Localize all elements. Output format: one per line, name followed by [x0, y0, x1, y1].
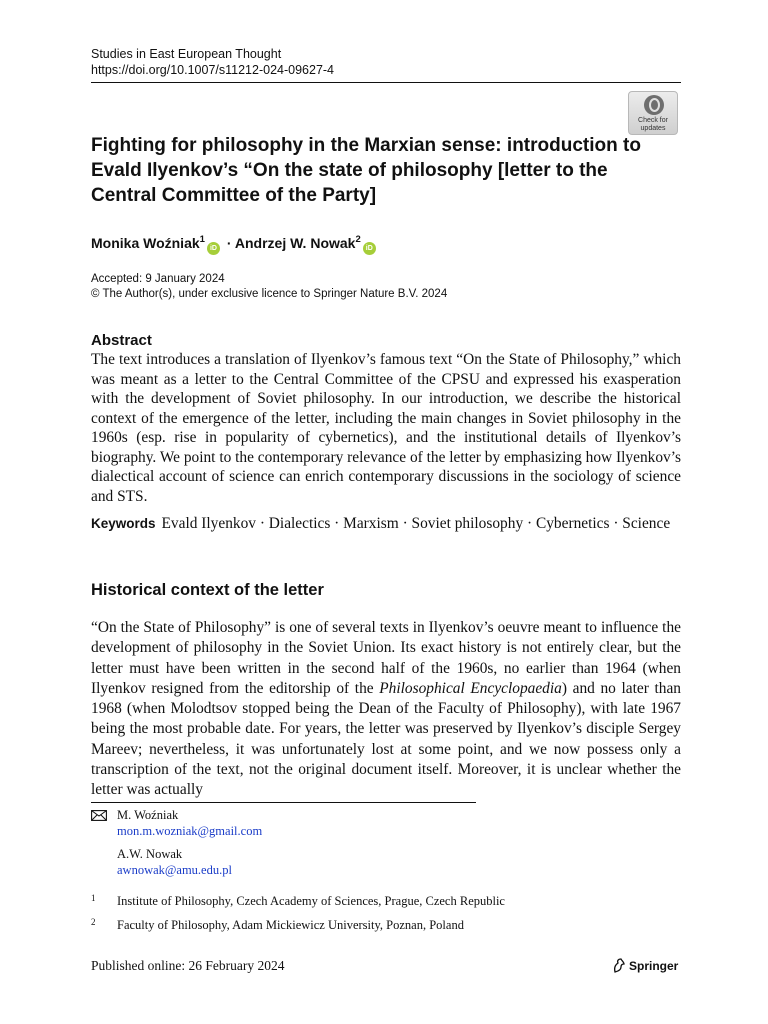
italic-title: Philosophical Encyclopaedia — [379, 679, 562, 697]
publisher-name: Springer — [629, 959, 679, 973]
accepted-date: Accepted: 9 January 2024 — [91, 273, 225, 285]
email-link[interactable]: mon.m.wozniak@gmail.com — [117, 824, 263, 838]
author-affiliation-mark: 2 — [355, 234, 361, 245]
paragraph-text-continued: ) and no later than 1968 (when Molodtsov stopped being the Dean of the Faculty of Philosophy), with late 1967 being the most probable date. For years, the letter was preserved by Ilyenkov’s disciple Sergey Mareev; nevertheless, it was unfortunately lost at some point, and we now possess only a transcription of the text, not the original document itself. Moreover, it is unclear whether the letter was actually — [91, 679, 681, 799]
abstract-heading: Abstract — [91, 332, 152, 349]
section-heading: Historical context of the letter — [91, 581, 324, 599]
badge-line-1: Check for — [638, 117, 668, 124]
keywords — [91, 514, 681, 534]
copyright-line: © The Author(s), under exclusive licence to Springer Nature B.V. 2024 — [91, 288, 448, 300]
email-link[interactable]: awnowak@amu.edu.pl — [117, 863, 232, 877]
author-list — [91, 230, 379, 255]
journal-doi[interactable]: https://doi.org/10.1007/s11212-024-09627-4 — [91, 63, 335, 77]
crossmark-icon — [644, 95, 664, 115]
affiliation-number: 2 — [91, 917, 96, 927]
affiliation-text: Faculty of Philosophy, Adam Mickiewicz University, Poznan, Poland — [117, 918, 464, 932]
published-online: Published online: 26 February 2024 — [91, 958, 285, 973]
correspondent-name: M. Woźniak — [117, 808, 179, 822]
affiliation-number: 1 — [91, 893, 96, 903]
journal-header — [91, 46, 334, 78]
keywords-label: Keywords — [91, 516, 156, 531]
envelope-icon — [91, 810, 107, 821]
journal-name: Studies in East European Thought — [91, 47, 282, 61]
affiliation-text: Institute of Philosophy, Czech Academy of Sciences, Prague, Czech Republic — [117, 894, 505, 908]
badge-line-2: updates — [640, 124, 666, 132]
author-affiliation-mark: 1 — [199, 234, 205, 245]
springer-horse-icon — [612, 958, 626, 973]
footnote-rule — [91, 802, 476, 803]
orcid-icon[interactable]: iD — [207, 242, 220, 255]
keywords-list: Evald Ilyenkov · Dialectics · Marxism · Soviet philosophy · Cybernetics · Science — [161, 515, 671, 532]
article-title: Fighting for philosophy in the Marxian sense: introduction to Evald Ilyenkov’s “On the state of philosophy [letter to the Central Committee of the Party] — [91, 135, 641, 206]
publisher-logo — [612, 958, 678, 974]
header-rule — [91, 82, 681, 83]
orcid-icon[interactable]: iD — [363, 242, 376, 255]
article-meta — [91, 272, 447, 302]
check-for-updates-badge[interactable] — [628, 91, 678, 135]
correspondent-name: A.W. Nowak — [117, 847, 183, 861]
author-name[interactable]: Monika Woźniak — [91, 235, 200, 251]
author-separator: · — [226, 235, 232, 251]
paragraph-text: “On the State of Philosophy” is one of several texts in Ilyenkov’s oeuvre meant to influence the development of philosophy in the Soviet Union. Its exact history is not entirely clear, but the letter must have been written in the second half of the 1960s, no earlier than 1964 (when Ilyenkov resigned from the editorship of the — [91, 619, 681, 697]
body-paragraph — [91, 618, 681, 801]
abstract-text: The text introduces a translation of Ilyenkov’s famous text “On the State of Philosophy,” which was meant as a letter to the Central Committee of the CPSU and expressed his exasperation with the development of Soviet philosophy. In our introduction, we describe the historical context of the emergence of the letter, including the main changes in Soviet philosophy in the 1960s (esp. rise in popularity of cybernetics), and the institutional details of Ilyenkov’s biography. We point to the contemporary relevance of the letter by emphasizing how Ilyenkov’s dialectical account of science can enrich contemporary discussions in the sociology of science and STS. — [91, 351, 681, 505]
author-name[interactable]: Andrzej W. Nowak — [234, 235, 356, 251]
